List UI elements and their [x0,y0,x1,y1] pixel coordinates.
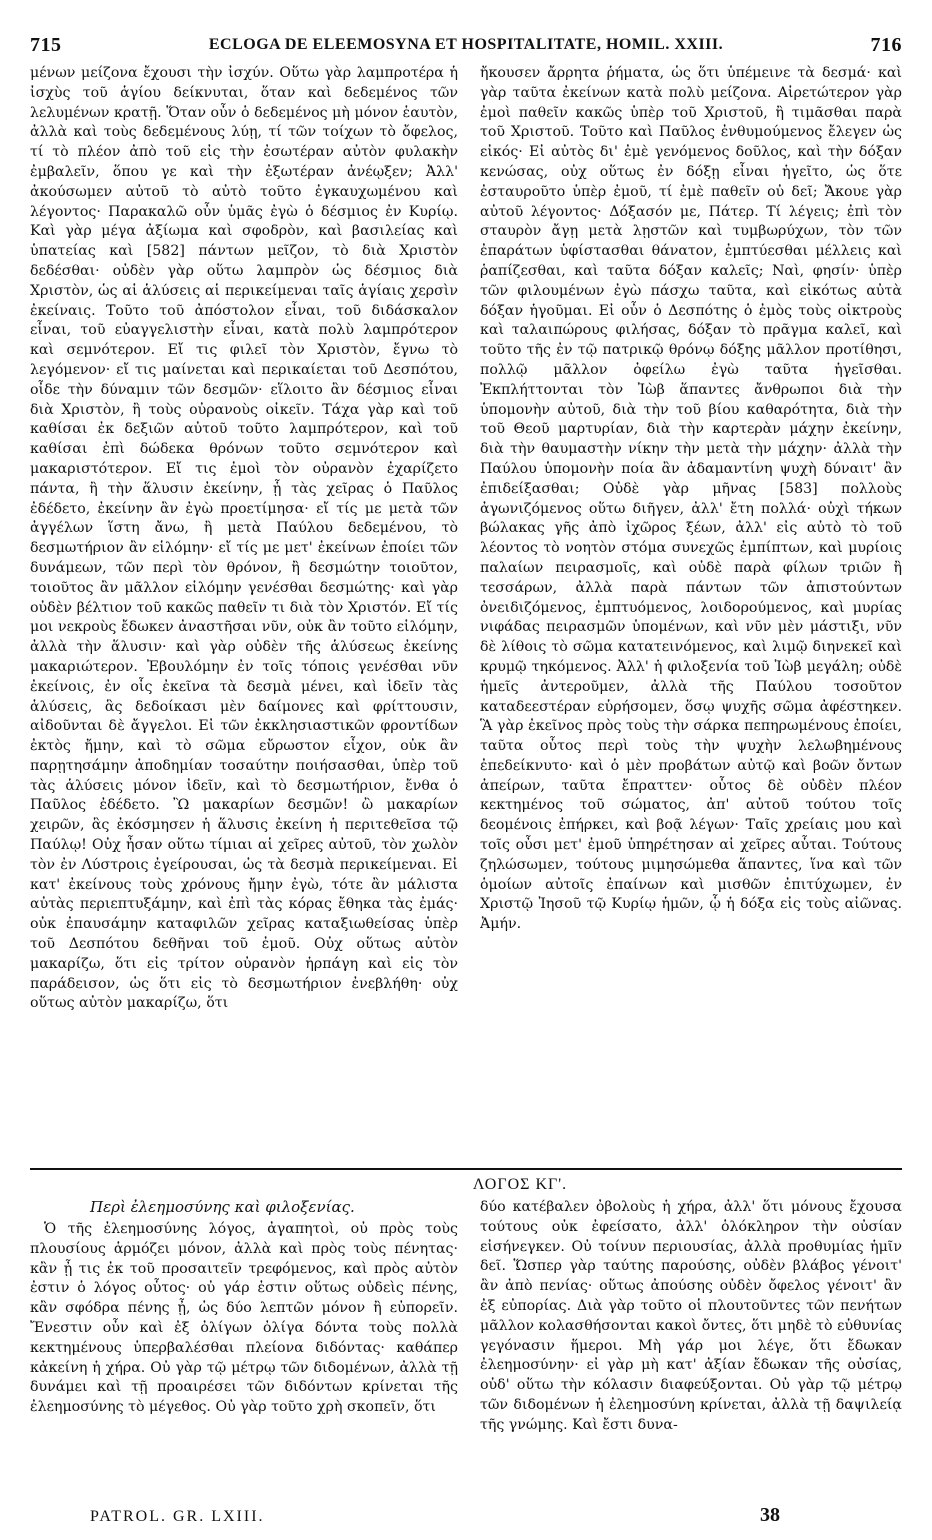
text-column-bottom-right [480,1198,902,1502]
paragraph: Ὁ τῆς ἐλεημοσύνης λόγος, ἀγαπητοὶ, οὐ πρὸς τοὺς πλουσίους ἁρμόζει μόνον, ἀλλὰ καὶ πρὸς τοὺς πένητας· κἂν ᾖ τις ἐκ τοῦ προσαιτεῖν τρεφόμενος, καὶ πρὸς αὐτὸν ἐστιν ὁ λόγος οὗτος· οὐ γάρ ἐστιν οὕτως οὐδεὶς πένης, κἂν σφόδρα πένης ᾖ, ὡς δύο λεπτῶν μόνον ἢ εὐπορεῖν. Ἔνεστιν οὖν καὶ ἐξ ὀλίγων ὀλίγα δόντα τοὺς πολλὰ κεκτημένους ὑπερβαλέσθαι πλείονα διδόντας· καθάπερ κἀκείνη ἡ χήρα. Οὐ γὰρ τῷ μέτρῳ τῶν διδομένων, ἀλλὰ τῇ δυνάμει καὶ τῇ προαιρέσει τῶν διδόντων κρίνεται τῆς ἐλεημοσύνης τὸ μέγεθος. Οὐ γὰρ τοῦτο χρὴ σκοπεῖν, ὅτι [30,1221,458,1416]
text-column-bottom-left [30,1220,458,1502]
page-number-left: 715 [30,33,62,56]
text-column-top-left [30,64,458,1156]
paragraph: μένων μείζονα ἔχουσι τὴν ἰσχύν. Οὕτω γὰρ λαμπροτέρα ἡ ἰσχὺς τοῦ ἁγίου δείκνυται, ὅταν καὶ δεδεμένος τῶν λελυμένων κρατῇ. Ὅταν οὖν ὁ δεδεμένος μὴ μόνον ἑαυτὸν, ἀλλὰ καὶ τοὺς δεδεμένους λύῃ, τί τῶν τοίχων τὸ ὄφελος, τί τὸ πλέον ἀπὸ τοῦ εἰς τὴν ἐσωτέραν αὐτὸν φυλακὴν ἐμβαλεῖν, ὅπου γε καὶ τὴν ἐξωτέραν ἀνέῳξεν; Ἀλλ' ἀκούσωμεν αὐτοῦ τὸ αὐτὸ τοῦτο ἐγκαυχωμένου καὶ λέγοντος· Παρακαλῶ οὖν ὑμᾶς ἐγὼ ὁ δέσμιος ἐν Κυρίῳ. Καὶ γὰρ μέγα ἀξίωμα καὶ σφοδρὸν, καὶ βασιλείας καὶ ὑπατείας καὶ [582] πάντων μεῖζον, τὸ διὰ Χριστὸν δεδέσθαι· οὐδὲν γὰρ οὕτω λαμπρὸν ὡς δέσμιος διὰ Χριστὸν, ὡς αἱ ἁλύσεις αἱ περικείμεναι ταῖς ἁγίαις χερσὶν ἐκείναις. Τοῦτο τοῦ ἀπόστολον εἶναι, τοῦ διδάσκαλον εἶναι, τοῦ εὐαγγελιστὴν εἶναι, κατὰ πολὺ λαμπρότερον καὶ σεμνότερον. Εἴ τις φιλεῖ τὸν Χριστὸν, ἔγνω τὸ λεγόμενον· εἴ τις μαίνεται καὶ περικαίεται τοῦ Δεσπότου, οἶδε τὴν δύναμιν τῶν δεσμῶν· εἵλοιτο ἂν δέσμιος εἶναι διὰ Χριστὸν, ἢ τοὺς οὐρανοὺς οἰκεῖν. Τάχα γὰρ καὶ τοῦ καθίσαι ἐκ δεξιῶν αὐτοῦ τοῦτο λαμπρότερον, καὶ τοῦ καθίσαι ἐπὶ δώδεκα θρόνων τοῦτο σεμνότερον καὶ μακαριστότερον. Εἴ τις ἐμοὶ τὸν οὐρανὸν ἐχαρίζετο πάντα, ἢ τὴν ἅλυσιν ἐκείνην, ᾗ τὰς χεῖρας ὁ Παῦλος ἐδέδετο, ἐκείνην ἂν ἐγὼ προετίμησα· εἴ τίς με μετὰ τῶν ἀγγέλων ἵστη ἄνω, ἢ μετὰ Παύλου δεδεμένου, τὸ δεσμωτήριον ἂν εἱλόμην· εἴ τίς με μετ' ἐκείνων ἐποίει τῶν δυνάμεων, τῶν περὶ τὸν θρόνον, ἢ δεσμώτην τοιοῦτον, τοιοῦτος ἂν μᾶλλον εἱλόμην γενέσθαι δεσμώτης· καὶ γὰρ οὐδὲν βέλτιον τοῦ κακῶς παθεῖν τι διὰ τὸν Χριστόν. Εἴ τίς μοι νεκροὺς ἔδωκεν ἀναστῆσαι νῦν, οὐκ ἂν τοῦτο εἱλόμην, ἀλλὰ τὴν ἅλυσιν· καὶ γὰρ οὐδὲν τῆς ἁλύσεως ἐκείνης μακαριώτερον. Ἐβουλόμην ἐν τοῖς τόποις γενέσθαι νῦν ἐκείνοις, ἐν οἷς ἐκεῖνα τὰ δεσμὰ μένει, καὶ ἰδεῖν τὰς ἁλύσεις, ἃς δεδοίκασι μὲν δαίμονες καὶ φρίττουσιν, αἰδοῦνται δὲ ἄγγελοι. Εἰ τῶν ἐκκλησιαστικῶν φροντίδων ἐκτὸς ἤμην, καὶ τὸ σῶμα εὔρωστον εἶχον, οὐκ ἂν παρῃτησάμην ἀποδημίαν τοσαύτην ποιήσασθαι, ὑπὲρ τοῦ τὰς ἁλύσεις μόνον ἰδεῖν, καὶ τὸ δεσμωτήριον, ἔνθα ὁ Παῦλος ἐδέδετο. Ὢ μακαρίων δεσμῶν! ὢ μακαρίων χειρῶν, ἃς ἐκόσμησεν ἡ ἅλυσις ἐκείνη ἡ περιτεθεῖσα τῷ Παύλῳ! Οὐχ ἦσαν οὕτω τίμιαι αἱ χεῖρες αὐτοῦ, τὸν χωλὸν τὸν ἐν Λύστροις ἐγείρουσαι, ὡς τὰ δεσμὰ περικείμεναι. Εἰ κατ' ἐκείνους τοὺς χρόνους ἤμην ἐγὼ, τότε ἂν μάλιστα αὐτὰς περιεπτυξάμην, καὶ ἐπὶ τὰς κόρας ἔθηκα τὰς ἐμάς· οὐκ ἐπαυσάμην καταφιλῶν χεῖρας καταξιωθείσας ὑπὲρ τοῦ Δεσπότου δεθῆναι τοῦ ἐμοῦ. Οὐχ οὕτως αὐτὸν μακαρίζω, ὅτι εἰς τρίτον οὐρανὸν ἡρπάγη καὶ εἰς τὸν παράδεισον, ὡς ὅτι εἰς τὸ δεσμωτήριον ἐνεβλήθη· οὐχ οὕτως αὐτὸν μακαρίζω, ὅτι [30,65,458,1012]
paragraph: ἤκουσεν ἄρρητα ῥήματα, ὡς ὅτι ὑπέμεινε τὰ δεσμά· καὶ γὰρ ταῦτα ἐκείνων κατὰ πολὺ μείζονα. Αἱρετώτερον γὰρ ἐμοὶ παθεῖν κακῶς ὑπὲρ τοῦ Χριστοῦ, ἢ τιμᾶσθαι παρὰ τοῦ Χριστοῦ. Τοῦτο καὶ Παῦλος ἐνθυμούμενος ἔλεγεν ὡς εἰκός· Εἰ αὐτὸς δι' ἐμὲ γενόμενος δοῦλος, καὶ τὴν δόξαν κενώσας, οὐχ οὕτως ἐν δόξῃ εἶναι ἡγεῖτο, ὡς ὅτε ἐσταυροῦτο ὑπὲρ ἐμοῦ, τί ἐμὲ παθεῖν οὐ δεῖ; Ἄκουε γὰρ αὐτοῦ λέγοντος· Δόξασόν με, Πάτερ. Τί λέγεις; ἐπὶ τὸν σταυρὸν ἄγῃ μετὰ λῃστῶν καὶ τυμβωρύχων, τὸν τῶν ἐπαράτων ὑφίστασθαι θάνατον, ἐμπτύεσθαι μέλλεις καὶ ῥαπίζεσθαι, καὶ ταῦτα δόξαν καλεῖς; Ναὶ, φησίν· ὑπὲρ τῶν φιλουμένων ἐγὼ πάσχω ταῦτα, καὶ εἰκότως αὐτὰ δόξαν ἡγοῦμαι. Εἰ οὖν ὁ Δεσπότης ὁ ἐμὸς τοὺς οἰκτροὺς καὶ ταλαιπώρους φιλήσας, δόξαν τὸ πρᾶγμα καλεῖ, καὶ τοῦτο τῆς ἐν τῷ πατρικῷ θρόνῳ δόξης μᾶλλον προτίθησι, πολλῷ μᾶλλον ὀφείλω ἐγὼ ταῦτα ἡγεῖσθαι. Ἐκπλήττονται τὸν Ἰὼβ ἅπαντες ἄνθρωποι διὰ τὴν ὑπομονὴν αὐτοῦ, διὰ τὴν τοῦ βίου καθαρότητα, διὰ τὴν τοῦ Θεοῦ μαρτυρίαν, διὰ τὴν καρτερὰν μάχην ἐκείνην, διὰ τὴν θαυμαστὴν νίκην τὴν μετὰ τὴν μάχην· ἀλλὰ τὴν Παύλου ὑπομονὴν ποία ἂν ἀδαμαντίνη ψυχὴ δύναιτ' ἂν ἐπιδείξασθαι; Οὐδὲ γὰρ μῆνας [583] πολλοὺς ἀγωνιζόμενος οὕτω διῆγεν, ἀλλ' ἔτη πολλά· οὐχὶ τήκων βώλακας γῆς ἀπὸ ἰχῶρος ξέων, ἀλλ' εἰς αὐτὸ τὸ τοῦ λέοντος τὸ νοητὸν στόμα συνεχῶς ἐμπίπτων, καὶ μυρίοις παλαίων πειρασμοῖς, καὶ οὐδὲ παρὰ φίλων τριῶν ἢ τεσσάρων, ἀλλὰ παρὰ πάντων τῶν ἀπιστούντων ὀνειδιζόμενος, ἐμπτυόμενος, λοιδορούμενος, καὶ μυρίας νιφάδας πειρασμῶν ὑπομένων, καὶ νῦν μὲν μάστιξι, νῦν δὲ λίθοις τὸ σῶμα κατατεινόμενος, καὶ λιμῷ διηνεκεῖ καὶ κρυμῷ τηκόμενος. Ἀλλ' ἡ φιλοξενία τοῦ Ἰὼβ μεγάλη; οὐδὲ ἡμεῖς ἀντεροῦμεν, ἀλλὰ τῆς Παύλου τοσοῦτον καταδεεστέραν εὑρήσομεν, ὅσῳ ψυχῆς σῶμα ἀφέστηκεν. Ἃ γὰρ ἐκεῖνος πρὸς τοὺς τὴν σάρκα πεπηρωμένους ἐποίει, ταῦτα οὗτος περὶ τοὺς τὴν ψυχὴν λελωβημένους ἐπεδείκνυτο· καὶ ὁ μὲν προβάτων αὐτῷ καὶ βοῶν ὄντων ἀπείρων, ταῦτα ἔπραττεν· οὗτος δὲ οὐδὲν πλέον κεκτημένος τοῦ σώματος, ἀπ' αὐτοῦ τούτου τοῖς δεομένοις ἐπήρκει, καὶ βοᾷ λέγων· Ταῖς χρείαις μου καὶ τοῖς οὖσι μετ' ἐμοῦ ὑπηρέτησαν αἱ χεῖρες αὗται. Τούτους ζηλώσωμεν, τούτους μιμησώμεθα ἅπαντες, ἵνα καὶ τῶν ὁμοίων αὐτοῖς ἐπαίνων καὶ μισθῶν ἐπιτύχωμεν, ἐν Χριστῷ Ἰησοῦ τῷ Κυρίῳ ἡμῶν, ᾧ ἡ δόξα εἰς τοὺς αἰῶνας. Ἀμήν. [480,65,902,933]
footer-series-label: PATROL. GR. LXIII. [90,1508,265,1525]
paragraph: δύο κατέβαλεν ὀβολοὺς ἡ χήρα, ἀλλ' ὅτι μόνους ἔχουσα τούτους οὐκ ἐφείσατο, ἀλλ' ὁλόκληρον τὴν οὐσίαν εἰσήνεγκεν. Οὐ τοίνυν περιουσίας, ἀλλὰ προθυμίας ἡμῖν δεῖ. Ὥσπερ γὰρ ταύτης παρούσης, οὐδὲν βλάβος γένοιτ' ἂν ἀπὸ πενίας· οὕτως ἀπούσης οὐδὲν ὄφελος γένοιτ' ἂν ἐξ εὐπορίας. Διὰ γὰρ τοῦτο οἱ πλουτοῦντες τῶν πενήτων μᾶλλον κολασθήσονται κακοὶ ὄντες, ὅτι μηδὲ τὸ εὐθυνίας γεγόνασιν ἥμεροι. Μὴ γάρ μοι λέγε, ὅτι ἔδωκαν ἐλεημοσύνην· εἰ γὰρ μὴ κατ' ἀξίαν ἔδωκαν τῆς οὐσίας, οὐδ' οὕτω τὴν κόλασιν διαφεύξονται. Οὐ γὰρ τῷ μέτρῳ τῶν διδομένων ἡ ἐλεημοσύνη κρίνεται, ἀλλὰ τῇ δαψιλείᾳ τῆς γνώμης. Καὶ ἔστι δυνα- [480,1199,902,1433]
text-column-top-right [480,64,902,1156]
footer-signature-number: 38 [760,1504,780,1526]
page-number-right: 716 [870,33,902,56]
section-divider [30,1168,902,1170]
homily-subtitle: Περὶ ἐλεημοσύνης καὶ φιλοξενίας. [90,1198,355,1216]
running-title: ECLOGA DE ELEEMOSYNA ET HOSPITALITATE, HOMIL. XXIII. [208,36,724,53]
document-page [30,30,902,1530]
homily-title: ΛΟΓΟΣ ΚΓ'. [472,1176,568,1193]
running-header [30,30,902,60]
